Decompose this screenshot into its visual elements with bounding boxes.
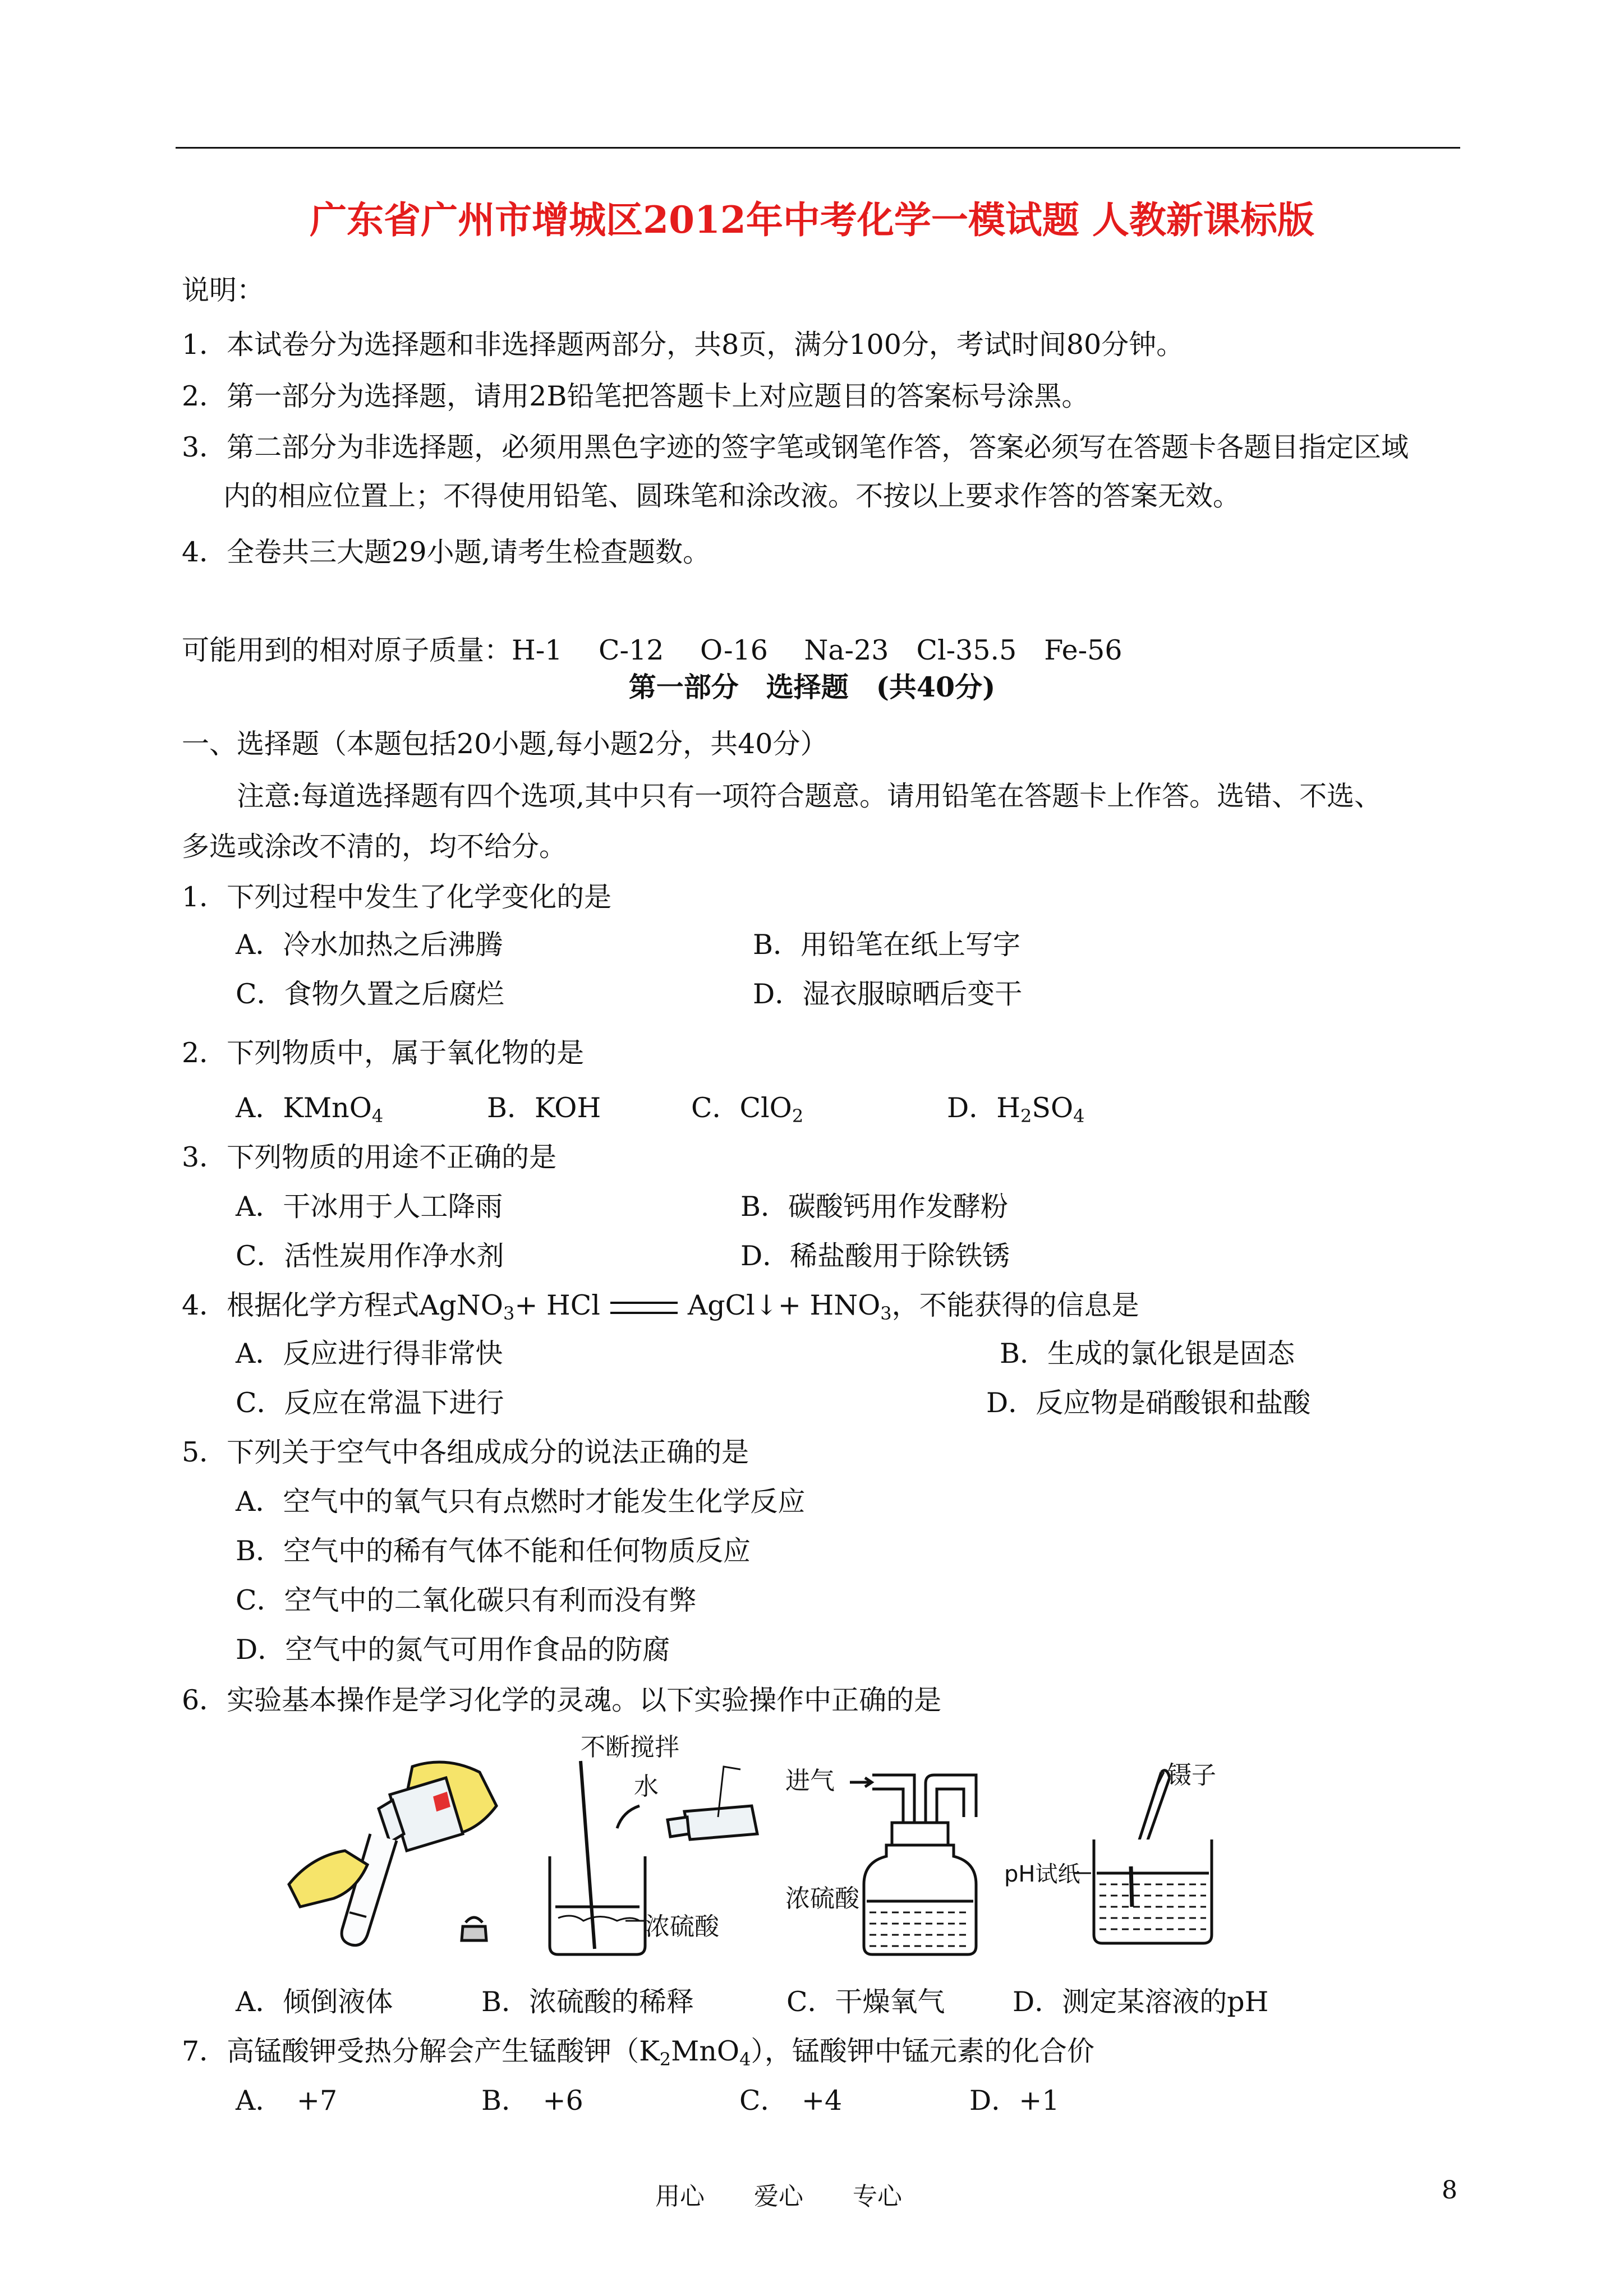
question-stem: 2．下列物质中，属于氧化物的是 [182, 1037, 585, 1069]
instruction-item: 内的相应位置上；不得使用铅笔、圆珠笔和涂改液。不按以上要求作答的答案无效。 [223, 480, 1241, 512]
instruction-item: 4．全卷共三大题29小题,请考生检查题数。 [182, 536, 711, 568]
option-c: C．干燥氧气 [786, 1986, 945, 2018]
option-d: D．空气中的氮气可用作食品的防腐 [236, 1634, 670, 1666]
option-d: D．+1 [969, 2085, 1060, 2117]
instructions-heading: 说明： [182, 274, 265, 306]
option-a: A．倾倒液体 [236, 1986, 393, 2018]
label-water: 水 [634, 1772, 659, 1801]
document-title: 广东省广州市增城区2012年中考化学一模试题 人教新课标版 [310, 198, 1314, 242]
option-b: B．KOH [487, 1092, 601, 1124]
label-gas-inlet: 进气 [785, 1767, 835, 1795]
instruction-item: 1．本试卷分为选择题和非选择题两部分，共8页，满分100分，考试时间80分钟。 [182, 329, 1184, 361]
footer-motto: 用心 爱心 专心 [655, 2182, 902, 2211]
option-c: C．ClO$_2$ [691, 1092, 804, 1127]
option-d: D．测定某溶液的pH [1013, 1986, 1269, 2018]
page-number: 8 [1442, 2176, 1457, 2205]
instruction-item: 2．第一部分为选择题，请用2B铅笔把答题卡上对应题目的答案标号涂黑。 [182, 380, 1089, 412]
option-b: B．碳酸钙用作发酵粉 [740, 1191, 1009, 1223]
instruction-item: 3．第二部分为非选择题，必须用黑色字迹的签字笔或钢笔作答，答案必须写在答题卡各题目指定区域 [182, 431, 1409, 463]
label-conc-sulfuric-acid: 浓硫酸 [785, 1884, 859, 1913]
option-d: D．湿衣服晾晒后变干 [753, 978, 1023, 1010]
option-c: C．空气中的二氧化碳只有利而没有弊 [236, 1584, 697, 1616]
label-conc-sulfuric-acid: 浓硫酸 [645, 1912, 719, 1941]
section-note: 多选或涂改不清的，均不给分。 [182, 831, 567, 863]
gas-drying-figure [785, 1744, 1021, 1963]
question-stem: 3．下列物质的用途不正确的是 [182, 1141, 557, 1173]
option-c: C．活性炭用作净水剂 [236, 1240, 504, 1272]
question-stem: 7．高锰酸钾受热分解会产生锰酸钾$(K_2MnO_4)$，锰酸钾中锰元素的化合价 [182, 2035, 1094, 2070]
label-keep-stirring: 不断搅拌 [581, 1733, 679, 1762]
header-rule [176, 147, 1460, 149]
option-b: B．生成的氯化银是固态 [1000, 1338, 1295, 1370]
option-a: A．KMnO$_4$ [236, 1092, 384, 1127]
question-stem: 6．实验基本操作是学习化学的灵魂。以下实验操作中正确的是 [182, 1684, 942, 1716]
option-b: B． +6 [481, 2085, 583, 2117]
question-stem: 5．下列关于空气中各组成成分的说法正确的是 [182, 1436, 749, 1468]
option-a: A．干冰用于人工降雨 [236, 1191, 503, 1223]
label-ph-paper: pH试纸 [1004, 1861, 1080, 1887]
equals-sign [610, 1302, 678, 1314]
option-c: C．食物久置之后腐烂 [236, 978, 504, 1010]
option-a: A．空气中的氧气只有点燃时才能发生化学反应 [236, 1486, 806, 1518]
option-c: C．反应在常温下进行 [236, 1387, 504, 1419]
ph-measure-figure [1004, 1739, 1262, 1963]
acid-dilution-figure [527, 1727, 797, 1963]
section-note: 注意:每道选择题有四个选项,其中只有一项符合题意。请用铅笔在答题卡上作答。选错、不选、 [237, 780, 1382, 812]
option-b: B．浓硫酸的稀释 [481, 1986, 694, 2018]
option-b: B．空气中的稀有气体不能和任何物质反应 [236, 1535, 751, 1567]
option-a: A． +7 [236, 2085, 338, 2117]
option-d: D．稀盐酸用于除铁锈 [740, 1240, 1010, 1272]
section-heading: 一、选择题（本题包括20小题,每小题2分，共40分） [182, 728, 828, 760]
option-a: A．反应进行得非常快 [236, 1338, 503, 1370]
option-b: B．用铅笔在纸上写字 [753, 929, 1021, 961]
question-stem: 1．下列过程中发生了化学变化的是 [182, 881, 612, 913]
question-stem: 4．根据化学方程式AgNO$_3$+ HCl AgCl↓+ $HNO_3$，不能获得的信息是 [182, 1289, 1139, 1324]
option-c: C． +4 [739, 2085, 843, 2117]
option-a: A．冷水加热之后沸腾 [236, 929, 503, 961]
atomic-masses: 可能用到的相对原子质量：H-1 C-12 O-16 Na-23 Cl-35.5 Fe-56 [182, 634, 1122, 666]
label-tweezers: 镊子 [1167, 1761, 1216, 1790]
option-d: D．$H_2SO_4$ [947, 1092, 1085, 1127]
pouring-liquid-figure [278, 1744, 513, 1952]
option-d: D．反应物是硝酸银和盐酸 [986, 1387, 1311, 1419]
part-title: 第一部分 选择题 (共40分) [628, 671, 996, 703]
